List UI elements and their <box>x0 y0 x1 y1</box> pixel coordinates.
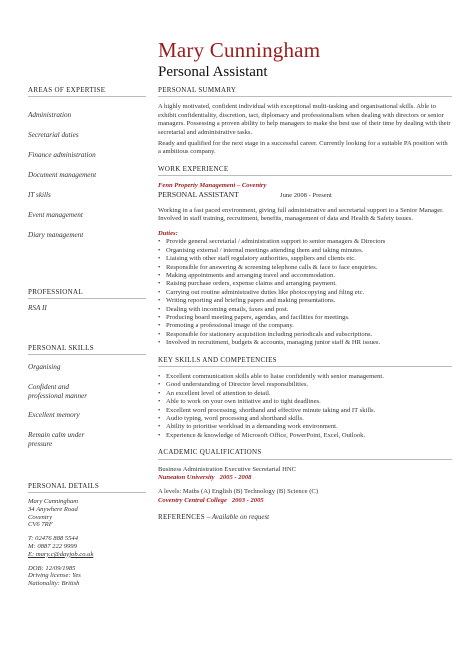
expertise-item: Diary management <box>28 231 84 239</box>
key-skill-item: • Ability to prioritise workload in a demanding work environment. <box>158 423 452 431</box>
duty-item: • Provide general secretarial / administration support to senior managers & Directors <box>158 238 452 246</box>
duty-item: • Responsible for answering & screening telephone calls & face to face enquiries. <box>158 264 452 272</box>
duty-item: • Producing board meeting papers, agendas, and facilities for meetings. <box>158 314 452 322</box>
qualification-2-school: Coventry Central College <box>158 496 227 504</box>
skill-item: Confident and professional manner <box>28 383 88 400</box>
job-line <box>158 191 452 200</box>
candidate-name: Mary Cunningham <box>158 38 321 62</box>
duty-item: • Raising purchase orders, expense claims and arranging payment. <box>158 280 452 288</box>
duty-item: • Involved in recruitment, budgets & accounts, managing junior staff & HR issues. <box>158 339 452 347</box>
references-text: – Available on request <box>206 513 270 522</box>
key-skill-item: • Able to work on your own initiative and to tight deadlines. <box>158 398 452 406</box>
duty-item: • Writing reporting and briefing papers and making presentations. <box>158 297 452 305</box>
detail-line: CV6 7RF <box>28 521 53 529</box>
detail-line: 34 Anywhere Road <box>28 505 78 513</box>
qualification-2: A levels: Maths (A) English (B) Technology (B) Science (C) <box>158 488 319 496</box>
expertise-item: Event management <box>28 211 83 219</box>
main-content <box>158 86 452 522</box>
detail-line: Nationality: British <box>28 580 80 588</box>
job-role-title: Personal Assistant <box>158 64 268 80</box>
duty-item: • Promoting a professional image of the company. <box>158 322 452 330</box>
expertise-heading: AREAS OF EXPERTISE <box>28 86 146 97</box>
job-title: PERSONAL ASSISTANT <box>158 189 239 199</box>
skill-item: Excellent memory <box>28 411 80 419</box>
duty-item: • Liaising with other staff regulatory authorities, suppliers and clients etc. <box>158 255 452 263</box>
detail-line: Mary Cunningham <box>28 498 79 505</box>
professional-item: RSA II <box>28 304 47 312</box>
key-skill-item: • Audio typing, word processing and shorthand skills. <box>158 415 452 423</box>
expertise-item: IT skills <box>28 191 51 199</box>
skills-list <box>28 363 146 448</box>
detail-line: T: 02476 888 5544 <box>28 535 79 543</box>
qualification-1-school: Nuneaton University <box>158 474 215 482</box>
key-skills-heading: KEY SKILLS AND COMPETENCIES <box>158 356 452 367</box>
expertise-item: Secretarial duties <box>28 131 79 139</box>
detail-line: Driving license: Yes <box>28 572 81 580</box>
sidebar <box>28 86 146 588</box>
references-heading: REFERENCES <box>158 513 205 522</box>
key-skill-item: • Excellent communication skills able to liaise confidently with senior management. <box>158 373 452 381</box>
key-skill-item: • Good understanding of Director level responsibilities. <box>158 381 452 389</box>
company-name: Fenn Property Management – Coventry <box>158 182 267 190</box>
qualification-1-school-line <box>158 474 452 482</box>
qualifications-heading: ACADEMIC QUALIFICATIONS <box>158 448 452 459</box>
key-skill-item: • Excellent word processing, shorthand and effective minute taking and IT skills. <box>158 407 452 415</box>
duty-item: • Responsible for stationery acquisition including periodicals and subscriptions. <box>158 331 452 339</box>
summary-heading: PERSONAL SUMMARY <box>158 86 452 97</box>
job-dates: June 2008 - Present <box>280 191 332 199</box>
expertise-list <box>28 111 146 251</box>
personal-skills-heading: PERSONAL SKILLS <box>28 344 146 355</box>
personal-details-heading: PERSONAL DETAILS <box>28 482 146 493</box>
qualification-2-school-line <box>158 497 452 505</box>
key-skill-item: • Experience & knowledge of Microsoft Office, PowerPoint, Excel, Outlook. <box>158 432 452 440</box>
qualification-1-dates: 2005 - 2008 <box>219 474 252 482</box>
professional-heading: PROFESSIONAL <box>28 288 146 299</box>
qualification-2-dates: 2003 - 2005 <box>231 496 264 504</box>
work-heading: WORK EXPERIENCE <box>158 165 452 176</box>
duties-label: Duties: <box>158 229 178 237</box>
key-skill-item: • An excellent level of attention to detail. <box>158 390 452 398</box>
details-list <box>28 498 146 588</box>
job-description: Working in a fast paced environment, giving full administrative and secretarial support to a Senior Manager. Involved in staff training, recruitment, benefits, management of data and Health & Safety issues. <box>158 207 444 223</box>
expertise-item: Document management <box>28 171 97 179</box>
duty-item: • Organising external / internal meetings attending them and taking minutes. <box>158 247 452 255</box>
duty-item: • Making appointments and arranging travel and accommodation. <box>158 272 452 280</box>
detail-line: Coventry <box>28 513 53 521</box>
references-line <box>158 513 452 521</box>
summary-paragraph: Ready and qualified for the next stage in a successful career. Currently looking for a suitable PA position with a ambitious company. <box>158 140 448 156</box>
skill-item: Remain calm under pressure <box>28 431 85 448</box>
detail-line: M: 0887 222 9999 <box>28 542 77 550</box>
duties-list <box>158 238 452 347</box>
expertise-item: Finance administration <box>28 151 96 159</box>
qualification-1: Business Administration Executive Secretarial HNC <box>158 465 297 473</box>
expertise-item: Administration <box>28 111 72 119</box>
duty-item: • Carrying out routine administrative duties like photocopying and filing etc. <box>158 289 452 297</box>
skill-item: Organising <box>28 363 61 371</box>
summary-paragraph: A highly motivated, confident individual with exceptional multi-tasking and organisational skills. Able to exhibit confidentiality, discretion, tact, diplomacy and professionalism when dealing with directors or senior managers. Possessing a proven ability to help managers to make the best use of their time by dealing with their secretarial and administrative tasks. <box>158 103 451 136</box>
key-skills-list <box>158 373 452 440</box>
detail-line: DOB: 12/09/1985 <box>28 564 76 572</box>
duty-item: • Dealing with incoming emails, faxes and post. <box>158 306 452 314</box>
email-link[interactable]: E: mary.c@dayjob.co.uk <box>28 550 94 558</box>
